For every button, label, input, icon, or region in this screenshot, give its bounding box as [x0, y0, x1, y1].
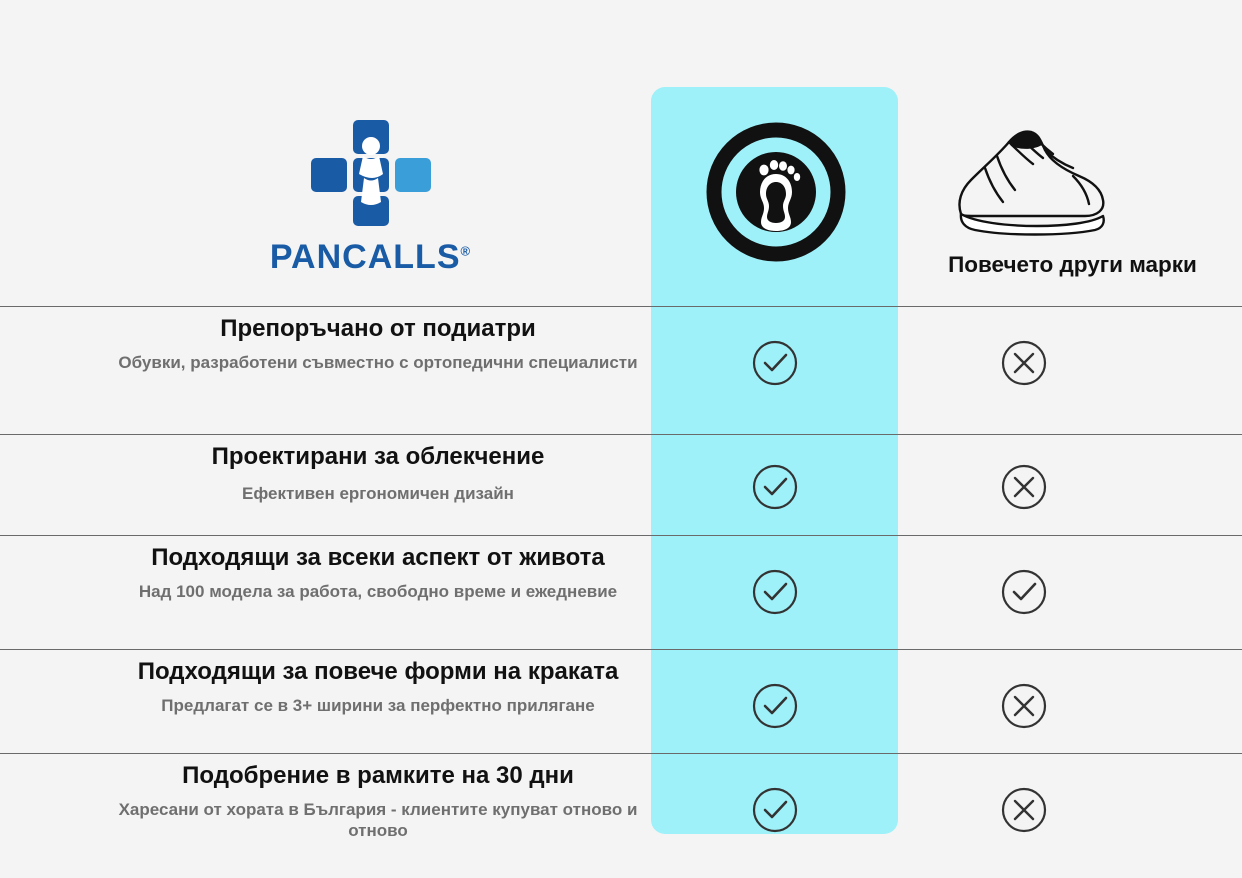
- row-text: [108, 762, 648, 841]
- row-subtitle: Харесани от хората в България - клиентите купуват отново и отново: [118, 799, 638, 840]
- row-text: [108, 658, 648, 716]
- row-title: Препоръчано от подиатри: [220, 315, 536, 342]
- row-title: Подобрение в рамките на 30 дни: [182, 762, 574, 789]
- check-circle-icon: [751, 568, 799, 616]
- table-row: [0, 306, 1242, 434]
- sneaker-shoe-icon: [945, 110, 1115, 245]
- footprint-badge-icon: [706, 122, 846, 262]
- check-circle-icon: [1000, 568, 1048, 616]
- x-circle-icon: [1000, 682, 1048, 730]
- other-brands-label: Повечето други марки: [948, 252, 1197, 277]
- row-title: Подходящи за повече форми на краката: [137, 658, 619, 685]
- check-circle-icon: [751, 339, 799, 387]
- table-row: [0, 535, 1242, 649]
- row-title: Проектирани за облекчение: [211, 443, 545, 470]
- brand-name: [270, 238, 471, 277]
- comparison-rows: [0, 306, 1242, 873]
- check-circle-icon: [751, 463, 799, 511]
- brand-name-text: PANCALLS: [269, 238, 461, 276]
- table-row: [0, 649, 1242, 753]
- row-subtitle: Предлагат се в 3+ ширини за перфектно прилягане: [161, 695, 595, 715]
- row-subtitle: Обувки, разработени съвместно с ортопедични специалисти: [118, 352, 638, 372]
- row-subtitle: Ефективен ергономичен дизайн: [242, 483, 514, 503]
- table-row: [0, 434, 1242, 535]
- brand-logo: [258, 118, 483, 277]
- row-text: [108, 544, 648, 602]
- x-circle-icon: [1000, 463, 1048, 511]
- brand-registered-mark: ®: [460, 243, 472, 259]
- x-circle-icon: [1000, 339, 1048, 387]
- row-subtitle: Над 100 модела за работа, свободно време и ежедневие: [138, 581, 618, 601]
- row-title: Подходящи за всеки аспект от живота: [151, 544, 605, 571]
- check-circle-icon: [751, 786, 799, 834]
- check-circle-icon: [751, 682, 799, 730]
- row-text: [108, 443, 648, 504]
- table-header: [0, 0, 1242, 300]
- row-text: [108, 315, 648, 373]
- x-circle-icon: [1000, 786, 1048, 834]
- medical-cross-joint-icon: [307, 118, 435, 228]
- table-row: [0, 753, 1242, 873]
